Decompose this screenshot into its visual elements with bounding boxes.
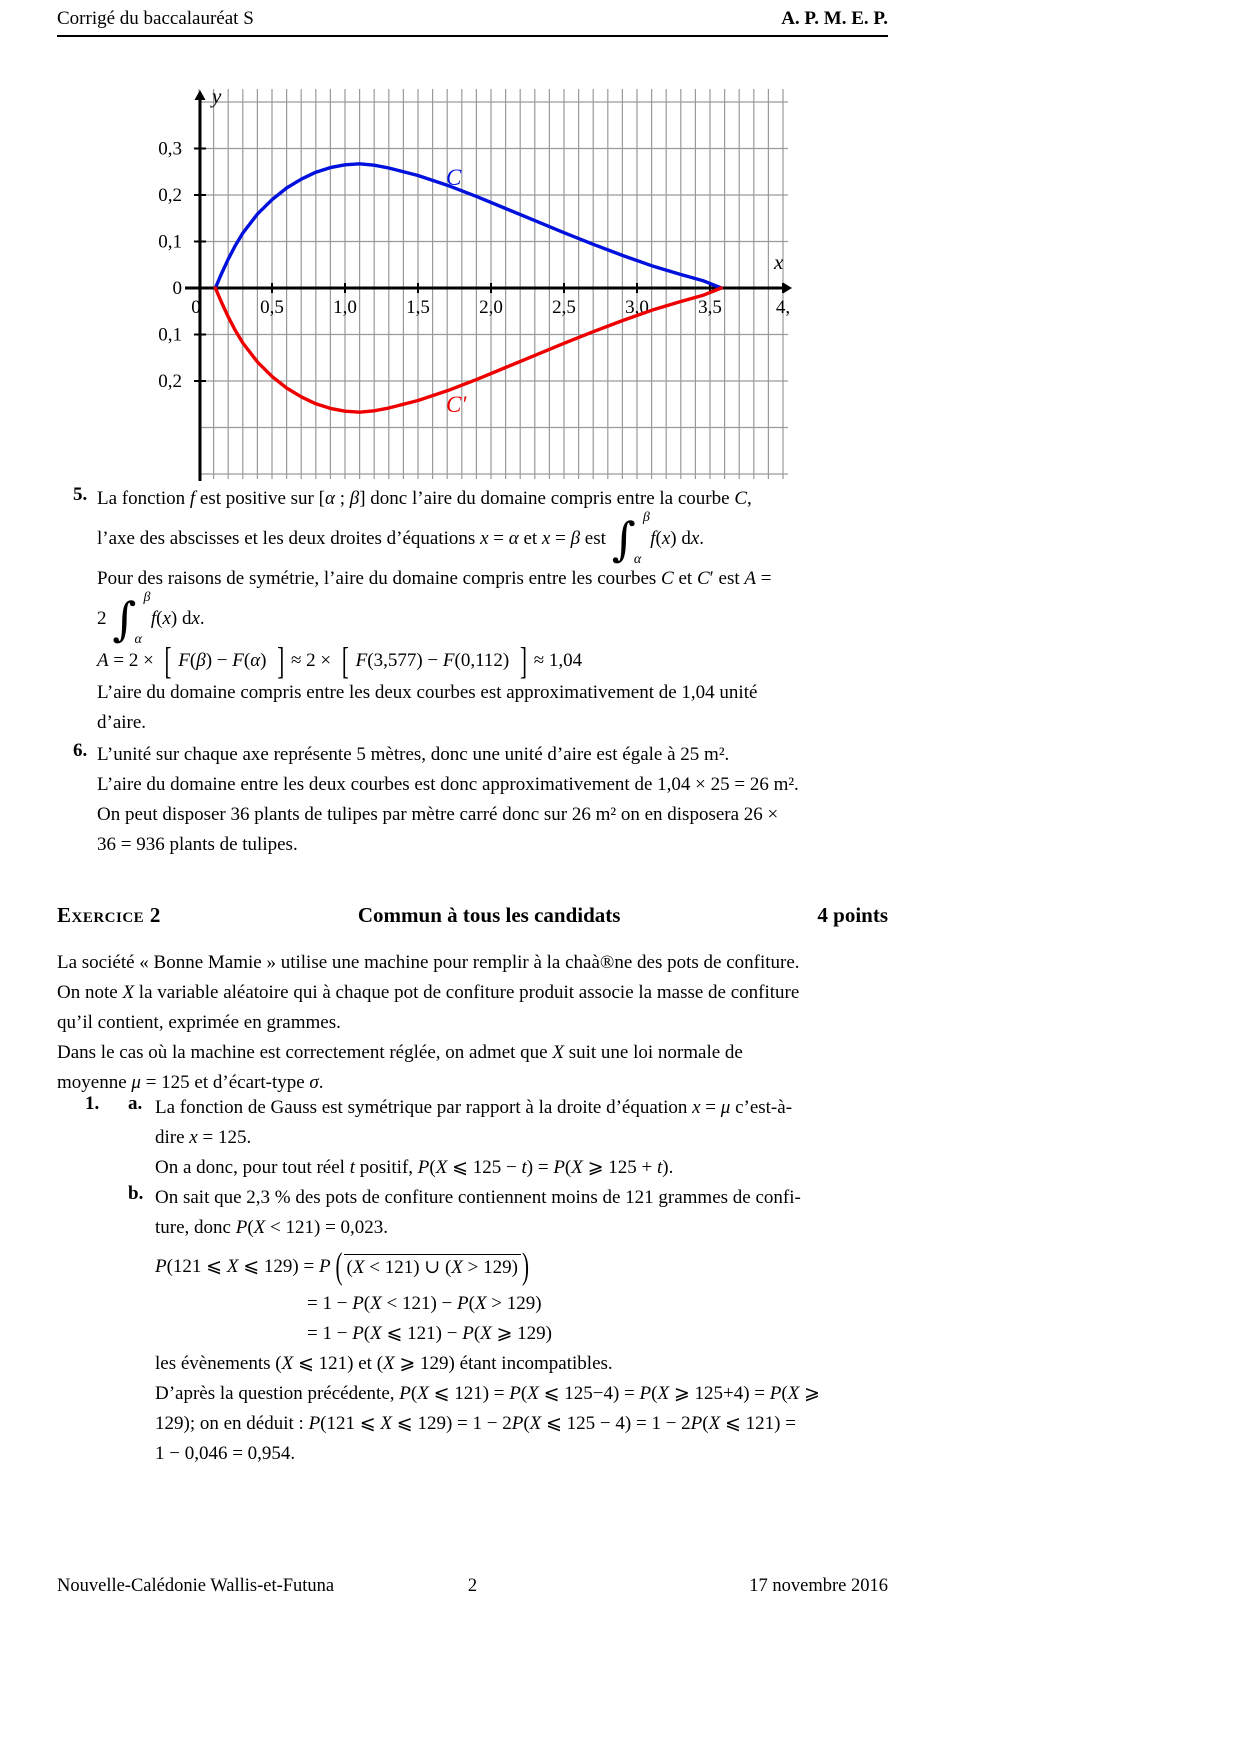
solution-item-6	[57, 740, 927, 860]
text-line: La fonction de Gauss est symétrique par rapport à la droite d’équation x = μ c’est-à-	[155, 1097, 793, 1118]
tick-label: 1,0	[333, 297, 357, 318]
text-line: On sait que 2,3 % des pots de confiture contiennent moins de 121 grammes de confi-	[155, 1187, 801, 1208]
exercise-label: Exercice 2	[57, 903, 161, 927]
text-line-with-integral	[97, 590, 927, 647]
item-number: 5.	[73, 484, 88, 505]
tick-label: 0,1	[158, 231, 182, 253]
exercise-title: Commun à tous les candidats	[357, 903, 621, 927]
header-brand: A. P. M. E. P.	[781, 8, 888, 29]
text-line-with-integral	[97, 510, 927, 567]
page-header	[57, 8, 888, 37]
tick-label: 0,1	[158, 324, 182, 346]
text-line: D’après la question précédente, P(X ⩽ 121) = P(X ⩽ 125−4) = P(X ⩾ 125+4) = P(X ⩾	[155, 1383, 820, 1404]
exercise-heading	[57, 903, 888, 928]
exercise-points: 4 points	[817, 903, 888, 927]
tick-label: 3,5	[698, 297, 722, 318]
question-number: 1.	[85, 1093, 100, 1114]
integral-lower-bound: α	[134, 632, 142, 647]
tick-label: 0,2	[158, 185, 182, 206]
text-line: qu’il contient, exprimée en grammes.	[57, 1012, 341, 1033]
solution-item-5	[57, 484, 927, 738]
x-axis-label: x	[774, 250, 784, 274]
y-axis-label: y	[212, 85, 222, 108]
text-line: L’aire du domaine entre les deux courbes est donc approximativement de 1,04 × 25 = 26 m².	[97, 774, 799, 795]
text-line: L’unité sur chaque axe représente 5 mètres, donc une unité d’aire est égale à 25 m².	[97, 744, 730, 765]
intro-paragraph-2	[57, 1038, 927, 1098]
text-line: Pour des raisons de symétrie, l’aire du domaine compris entre les courbes C et C′ est A =	[97, 568, 772, 589]
text-line: Dans le cas où la machine est correctement réglée, on admet que X suit une loi normale de	[57, 1042, 743, 1063]
paren-left: (	[335, 1244, 343, 1287]
curve-C	[215, 164, 721, 288]
equation-line: = 1 − P(X ⩽ 121) − P(X ⩾ 129)	[307, 1323, 552, 1344]
integral-upper-bound: β	[642, 510, 650, 525]
footer-date: 17 novembre 2016	[749, 1576, 888, 1596]
footer-location: Nouvelle-Calédonie Wallis-et-Futuna	[57, 1576, 335, 1596]
text-line: L’aire du domaine compris entre les deux courbes est approximativement de 1,04 unité	[97, 682, 758, 703]
text-line: La fonction f est positive sur [α ; β] donc l’aire du domaine compris entre la courbe C,	[97, 488, 752, 509]
tick-label: 2,5	[552, 297, 576, 318]
bracket-left: [	[341, 639, 349, 683]
header-title: Corrigé du baccalauréat S	[57, 8, 254, 29]
y-zero-label: 0	[172, 278, 182, 299]
bracket-right: ]	[519, 639, 527, 683]
text-line: 1 − 0,046 = 0,954.	[155, 1443, 296, 1464]
text-line: On note X la variable aléatoire qui à chaque pot de confiture produit associe la masse de confiture	[57, 982, 800, 1003]
text-line: 129); on en déduit : P(121 ⩽ X ⩽ 129) = 1 − 2P(X ⩽ 125 − 4) = 1 − 2P(X ⩽ 121) =	[155, 1413, 796, 1434]
area-equation: A = 2 × [ F(β) − F(α) ] ≈ 2 × [ F(3,577) − F(0,112) ] ≈ 1,04	[97, 644, 927, 678]
integral-expression	[611, 510, 650, 567]
integral-icon: ∫	[611, 512, 636, 566]
function-graph-figure	[140, 85, 800, 485]
text-segment: f(x) dx.	[650, 528, 705, 549]
text-line: ture, donc P(X < 121) = 0,023.	[155, 1217, 389, 1238]
text-segment: f(x) dx.	[150, 608, 205, 629]
page-number: 2	[467, 1576, 478, 1596]
text-line: 36 = 936 plants de tulipes.	[97, 834, 298, 855]
text-line: dire x = 125.	[155, 1127, 252, 1148]
function-graph	[140, 85, 800, 485]
integral-lower-bound: α	[633, 552, 642, 567]
tick-label: 0,3	[158, 138, 182, 160]
intro-paragraph-1	[57, 948, 927, 1038]
text-line: les évènements (X ⩽ 121) et (X ⩾ 129) étant incompatibles.	[155, 1353, 613, 1374]
tick-label: 4,	[775, 297, 791, 318]
tick-label: 2,0	[479, 297, 503, 318]
paren-right: )	[521, 1244, 529, 1287]
text-line: On a donc, pour tout réel t positif, P(X ⩽ 125 − t) = P(X ⩾ 125 + t).	[155, 1157, 674, 1178]
page-footer	[57, 1576, 888, 1600]
complement-overline: (X < 121) ∪ (X > 129)	[344, 1254, 521, 1279]
integral-expression	[112, 590, 151, 647]
text-segment: l’axe des abscisses et les deux droites d’équations x = α et x = β est	[97, 528, 606, 549]
tick-label: 0,2	[158, 371, 182, 392]
tick-label: 0,5	[260, 297, 284, 318]
curve-label-lower: C′	[446, 392, 467, 417]
text-line: moyenne μ = 125 et d’écart-type σ.	[57, 1072, 324, 1093]
integral-upper-bound: β	[143, 590, 151, 605]
text-segment: 2	[97, 608, 107, 629]
curve-label-upper: C	[446, 165, 462, 190]
origin-label: 0	[191, 297, 201, 318]
subquestion-b-label: b.	[128, 1183, 144, 1204]
subquestion-a-label: a.	[128, 1093, 143, 1114]
question-1	[57, 1093, 927, 1469]
tick-label: 1,5	[406, 297, 430, 318]
text-line: La société « Bonne Mamie » utilise une machine pour remplir à la chaà®ne des pots de confiture.	[57, 952, 800, 973]
integral-icon: ∫	[112, 592, 137, 646]
probability-formula: P(121 ⩽ X ⩽ 129) = P ( (X < 121) ∪ (X > 129) )	[155, 1244, 529, 1287]
equation-line: = 1 − P(X < 121) − P(X > 129)	[307, 1293, 542, 1314]
tick-label: 3,0	[625, 297, 649, 318]
text-line: On peut disposer 36 plants de tulipes par mètre carré donc sur 26 m² on en disposera 26 ×	[97, 804, 779, 825]
bracket-left: [	[164, 639, 172, 683]
bracket-right: ]	[277, 639, 285, 683]
text-line: d’aire.	[97, 712, 147, 733]
item-number: 6.	[73, 740, 88, 761]
